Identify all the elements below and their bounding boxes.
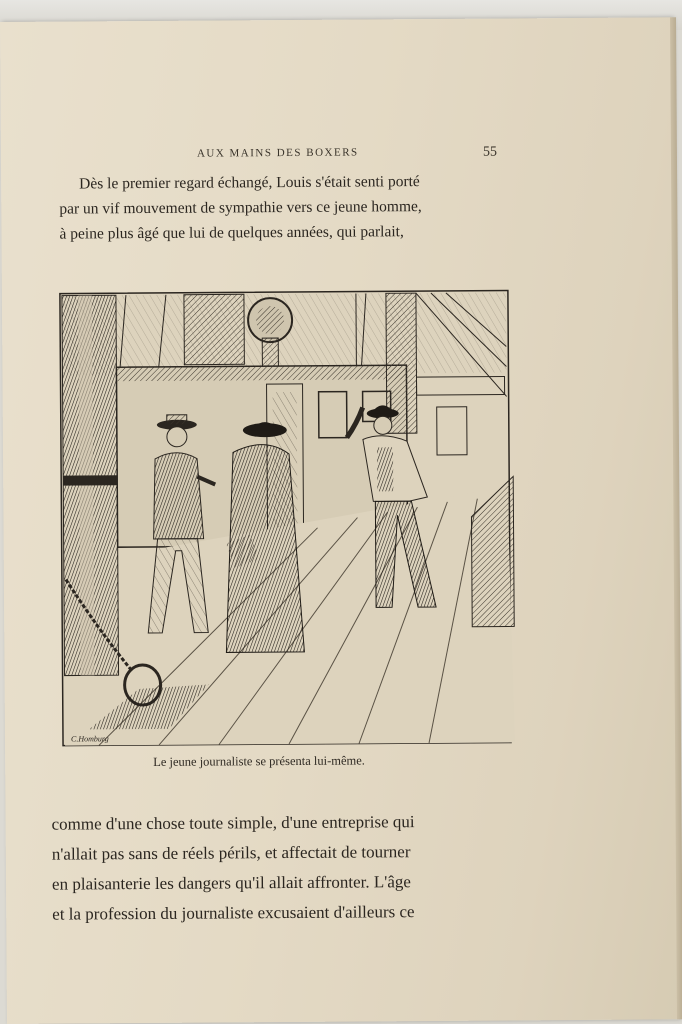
figure-caption: Le jeune journaliste se présenta lui-même. (153, 753, 365, 769)
text-line: n'allait pas sans de réels périls, et affectait de tourner (51, 842, 411, 864)
text-line: et la profession du journaliste excusaient d'ailleurs ce (52, 902, 415, 924)
paragraph-top (59, 169, 502, 247)
page-number: 55 (482, 144, 497, 160)
running-head-title: AUX MAINS DES BOXERS (196, 146, 359, 160)
running-head (196, 144, 497, 160)
illustration (56, 286, 519, 751)
text-line: par un vif mouvement de sympathie vers ce jeune homme, (59, 198, 422, 218)
page-edge (670, 17, 682, 1019)
paragraph-bottom (52, 806, 533, 929)
text-line: comme d'une chose toute simple, d'une entreprise qui (51, 812, 415, 834)
engraving-ship-deck-illustration (56, 286, 519, 751)
text-line: Dès le premier regard échangé, Louis s'était senti porté (79, 173, 420, 193)
illustrator-signature: C.Homburg (70, 734, 109, 744)
book-page (0, 17, 679, 1024)
text-line: en plaisanterie les dangers qu'il allait affronter. L'âge (51, 872, 411, 894)
text-line: à peine plus âgé que lui de quelques années, qui parlait, (59, 223, 404, 243)
